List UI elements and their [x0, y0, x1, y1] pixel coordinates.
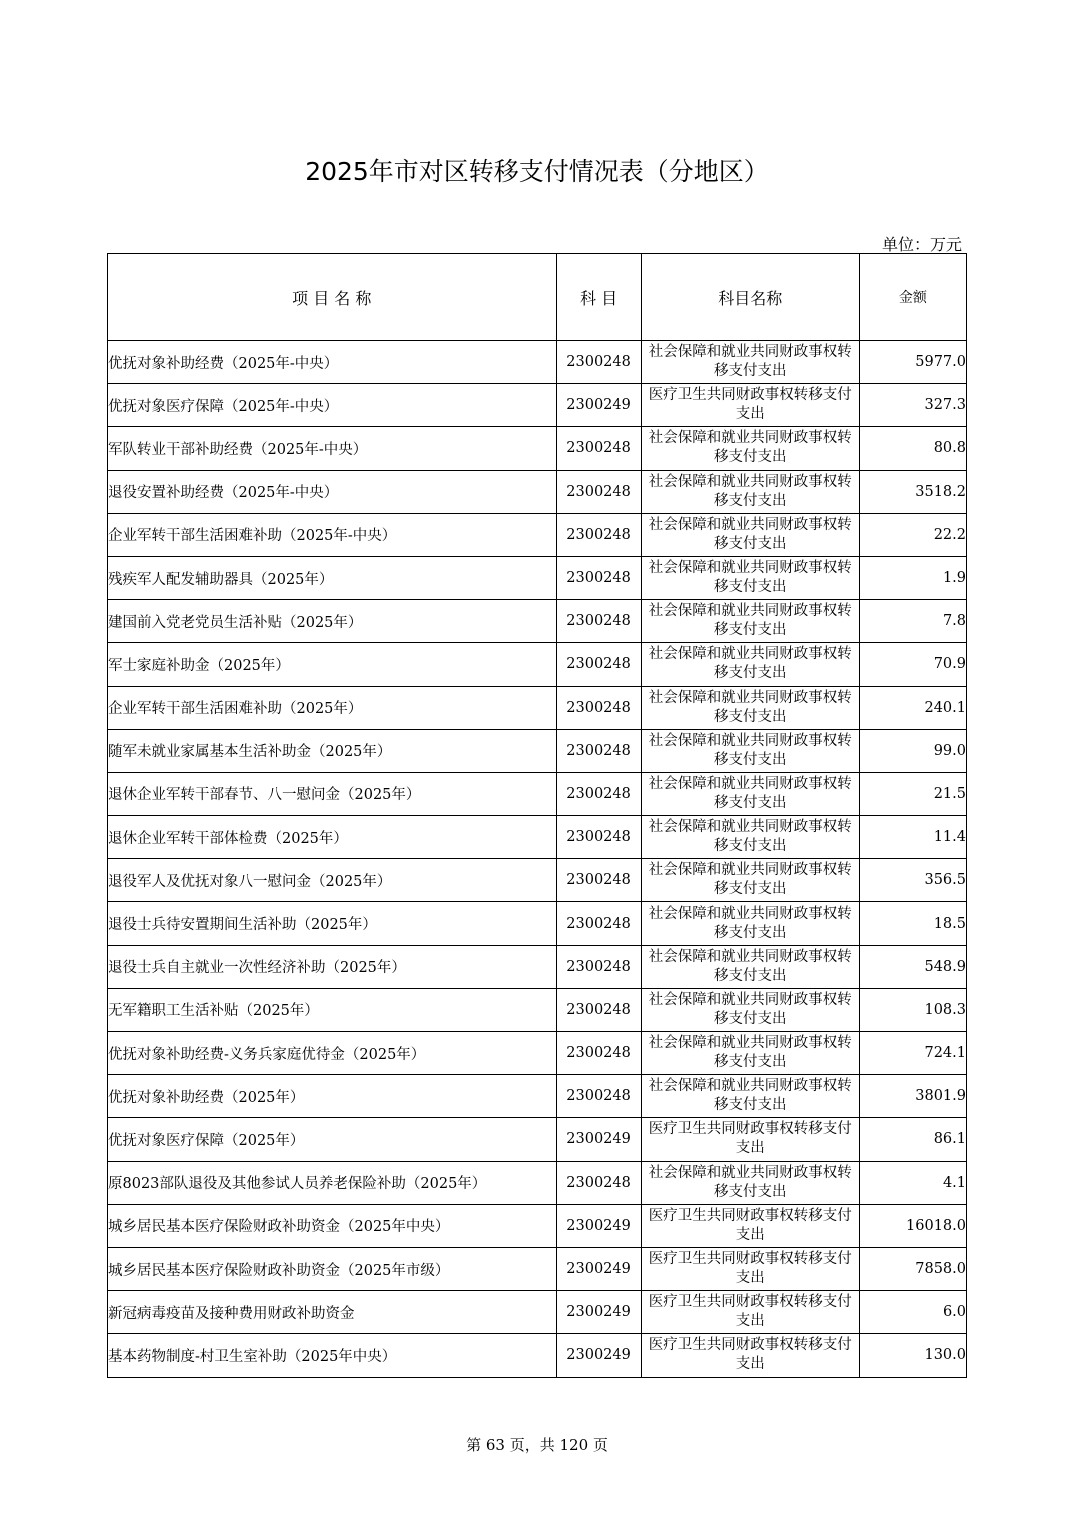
table-row — [108, 772, 967, 815]
table-row — [108, 859, 967, 902]
row-name: 无军籍职工生活补贴（2025年） — [108, 988, 557, 1031]
row-name: 军队转业干部补助经费（2025年-中央） — [108, 427, 557, 470]
row-code: 2300248 — [556, 643, 641, 686]
row-name: 退休企业军转干部体检费（2025年） — [108, 816, 557, 859]
row-amount: 4.1 — [859, 1161, 966, 1204]
row-code: 2300248 — [556, 945, 641, 988]
row-code: 2300248 — [556, 1161, 641, 1204]
row-subject: 社会保障和就业共同财政事权转移支付支出 — [641, 859, 859, 902]
row-subject: 社会保障和就业共同财政事权转移支付支出 — [641, 729, 859, 772]
row-code: 2300248 — [556, 859, 641, 902]
row-subject: 社会保障和就业共同财政事权转移支付支出 — [641, 686, 859, 729]
row-name: 优抚对象医疗保障（2025年-中央） — [108, 384, 557, 427]
row-amount: 7.8 — [859, 600, 966, 643]
row-amount: 130.0 — [859, 1334, 966, 1377]
row-code: 2300249 — [556, 1334, 641, 1377]
row-code: 2300249 — [556, 1204, 641, 1247]
row-name: 退役士兵自主就业一次性经济补助（2025年） — [108, 945, 557, 988]
table-row — [108, 1291, 967, 1334]
row-name: 建国前入党老党员生活补贴（2025年） — [108, 600, 557, 643]
row-name: 城乡居民基本医疗保险财政补助资金（2025年市级） — [108, 1247, 557, 1290]
row-subject: 社会保障和就业共同财政事权转移支付支出 — [641, 1161, 859, 1204]
row-name: 退役士兵待安置期间生活补助（2025年） — [108, 902, 557, 945]
row-amount: 18.5 — [859, 902, 966, 945]
row-subject: 社会保障和就业共同财政事权转移支付支出 — [641, 1032, 859, 1075]
table-row — [108, 1247, 967, 1290]
header-name: 项 目 名 称 — [108, 254, 557, 341]
row-name: 优抚对象补助经费-义务兵家庭优待金（2025年） — [108, 1032, 557, 1075]
row-amount: 327.3 — [859, 384, 966, 427]
row-code: 2300248 — [556, 988, 641, 1031]
table-row — [108, 427, 967, 470]
row-code: 2300248 — [556, 1032, 641, 1075]
row-amount: 3518.2 — [859, 470, 966, 513]
row-name: 城乡居民基本医疗保险财政补助资金（2025年中央） — [108, 1204, 557, 1247]
row-amount: 356.5 — [859, 859, 966, 902]
row-code: 2300249 — [556, 1291, 641, 1334]
row-subject: 医疗卫生共同财政事权转移支付支出 — [641, 1291, 859, 1334]
row-subject: 社会保障和就业共同财政事权转移支付支出 — [641, 600, 859, 643]
row-code: 2300248 — [556, 427, 641, 470]
page-title: 2025年市对区转移支付情况表（分地区） — [305, 157, 769, 186]
header-code: 科 目 — [556, 254, 641, 341]
row-subject: 社会保障和就业共同财政事权转移支付支出 — [641, 816, 859, 859]
row-subject: 社会保障和就业共同财政事权转移支付支出 — [641, 470, 859, 513]
row-amount: 724.1 — [859, 1032, 966, 1075]
row-code: 2300248 — [556, 600, 641, 643]
transfer-payment-table — [107, 253, 967, 1378]
row-name: 退役军人及优抚对象八一慰问金（2025年） — [108, 859, 557, 902]
row-name: 优抚对象补助经费（2025年-中央） — [108, 341, 557, 384]
table-row — [108, 513, 967, 556]
row-amount: 86.1 — [859, 1118, 966, 1161]
row-subject: 社会保障和就业共同财政事权转移支付支出 — [641, 988, 859, 1031]
row-name: 企业军转干部生活困难补助（2025年） — [108, 686, 557, 729]
row-subject: 社会保障和就业共同财政事权转移支付支出 — [641, 945, 859, 988]
table-row — [108, 1161, 967, 1204]
page-number: 第 63 页，共 120 页 — [466, 1436, 608, 1454]
row-name: 优抚对象补助经费（2025年） — [108, 1075, 557, 1118]
row-amount: 11.4 — [859, 816, 966, 859]
table-row — [108, 686, 967, 729]
row-name: 企业军转干部生活困难补助（2025年-中央） — [108, 513, 557, 556]
row-code: 2300248 — [556, 1075, 641, 1118]
row-code: 2300248 — [556, 816, 641, 859]
row-code: 2300248 — [556, 902, 641, 945]
row-amount: 1.9 — [859, 556, 966, 599]
table-row — [108, 1334, 967, 1377]
row-name: 随军未就业家属基本生活补助金（2025年） — [108, 729, 557, 772]
table-row — [108, 988, 967, 1031]
row-amount: 7858.0 — [859, 1247, 966, 1290]
header-subject: 科目名称 — [641, 254, 859, 341]
unit-label: 单位：万元 — [881, 235, 962, 254]
row-code: 2300249 — [556, 384, 641, 427]
row-subject: 社会保障和就业共同财政事权转移支付支出 — [641, 556, 859, 599]
row-subject: 医疗卫生共同财政事权转移支付支出 — [641, 1247, 859, 1290]
row-code: 2300248 — [556, 729, 641, 772]
row-subject: 社会保障和就业共同财政事权转移支付支出 — [641, 341, 859, 384]
row-amount: 6.0 — [859, 1291, 966, 1334]
table-row — [108, 1032, 967, 1075]
row-amount: 548.9 — [859, 945, 966, 988]
table-row — [108, 902, 967, 945]
table-header-row — [108, 254, 967, 341]
row-amount: 5977.0 — [859, 341, 966, 384]
row-amount: 16018.0 — [859, 1204, 966, 1247]
row-code: 2300248 — [556, 513, 641, 556]
row-name: 基本药物制度-村卫生室补助（2025年中央） — [108, 1334, 557, 1377]
table-row — [108, 945, 967, 988]
row-code: 2300249 — [556, 1118, 641, 1161]
row-code: 2300248 — [556, 772, 641, 815]
row-name: 残疾军人配发辅助器具（2025年） — [108, 556, 557, 599]
row-amount: 22.2 — [859, 513, 966, 556]
row-subject: 社会保障和就业共同财政事权转移支付支出 — [641, 772, 859, 815]
row-name: 退休企业军转干部春节、八一慰问金（2025年） — [108, 772, 557, 815]
row-code: 2300248 — [556, 341, 641, 384]
row-name: 新冠病毒疫苗及接种费用财政补助资金 — [108, 1291, 557, 1334]
table-row — [108, 643, 967, 686]
table-row — [108, 384, 967, 427]
row-name: 军士家庭补助金（2025年） — [108, 643, 557, 686]
row-amount: 3801.9 — [859, 1075, 966, 1118]
header-amount: 金额 — [859, 254, 966, 341]
table-row — [108, 816, 967, 859]
table-row — [108, 1075, 967, 1118]
row-code: 2300248 — [556, 686, 641, 729]
row-subject: 医疗卫生共同财政事权转移支付支出 — [641, 384, 859, 427]
row-amount: 80.8 — [859, 427, 966, 470]
row-amount: 21.5 — [859, 772, 966, 815]
row-amount: 70.9 — [859, 643, 966, 686]
row-name: 原8023部队退役及其他参试人员养老保险补助（2025年） — [108, 1161, 557, 1204]
table-row — [108, 470, 967, 513]
table-row — [108, 600, 967, 643]
row-amount: 108.3 — [859, 988, 966, 1031]
row-subject: 社会保障和就业共同财政事权转移支付支出 — [641, 513, 859, 556]
table-row — [108, 1118, 967, 1161]
row-code: 2300249 — [556, 1247, 641, 1290]
row-subject: 社会保障和就业共同财政事权转移支付支出 — [641, 427, 859, 470]
row-subject: 社会保障和就业共同财政事权转移支付支出 — [641, 1075, 859, 1118]
row-amount: 99.0 — [859, 729, 966, 772]
row-subject: 医疗卫生共同财政事权转移支付支出 — [641, 1204, 859, 1247]
row-name: 退役安置补助经费（2025年-中央） — [108, 470, 557, 513]
row-subject: 医疗卫生共同财政事权转移支付支出 — [641, 1334, 859, 1377]
table-row — [108, 729, 967, 772]
row-code: 2300248 — [556, 470, 641, 513]
row-code: 2300248 — [556, 556, 641, 599]
table-row — [108, 1204, 967, 1247]
row-subject: 医疗卫生共同财政事权转移支付支出 — [641, 1118, 859, 1161]
table-row — [108, 556, 967, 599]
row-name: 优抚对象医疗保障（2025年） — [108, 1118, 557, 1161]
row-amount: 240.1 — [859, 686, 966, 729]
table-row — [108, 341, 967, 384]
row-subject: 社会保障和就业共同财政事权转移支付支出 — [641, 902, 859, 945]
row-subject: 社会保障和就业共同财政事权转移支付支出 — [641, 643, 859, 686]
